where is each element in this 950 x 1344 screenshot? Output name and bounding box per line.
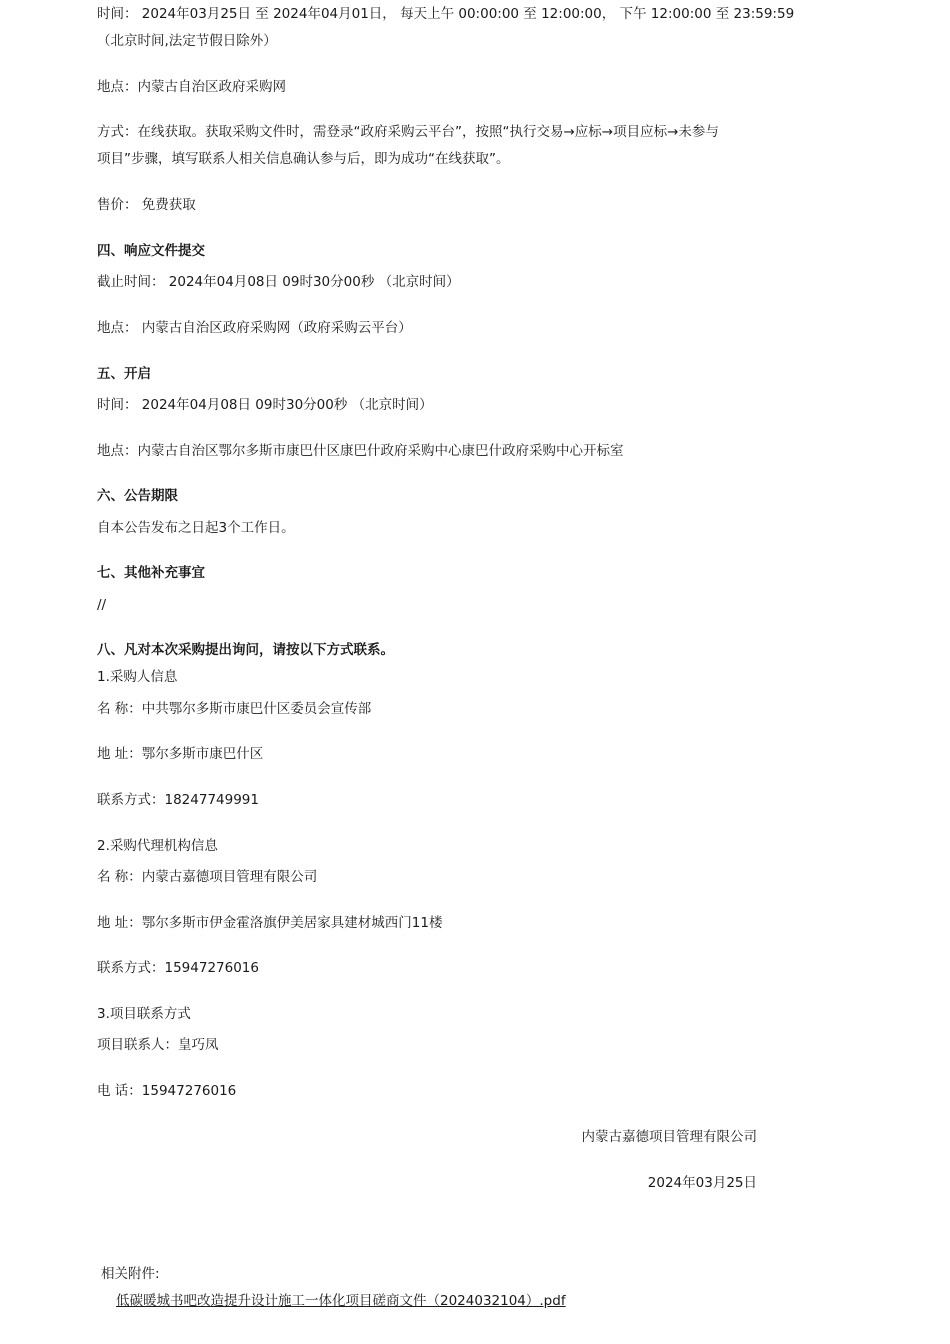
section7-heading: 七、其他补充事宜 bbox=[97, 565, 205, 581]
buyer-title: 1.采购人信息 bbox=[97, 669, 178, 685]
section8-heading: 八、凡对本次采购提出询问，请按以下方式联系。 bbox=[97, 642, 394, 658]
section4-place: 地点： 内蒙古自治区政府采购网（政府采购云平台） bbox=[97, 320, 412, 336]
buyer-contact: 联系方式：18247749991 bbox=[97, 792, 259, 808]
signature-company: 内蒙古嘉德项目管理有限公司 bbox=[581, 1129, 757, 1145]
section6-text: 自本公告发布之日起3个工作日。 bbox=[97, 520, 295, 536]
section4-heading: 四、响应文件提交 bbox=[97, 243, 205, 259]
acquire-price: 售价： 免费获取 bbox=[97, 197, 196, 213]
section5-place: 地点：内蒙古自治区鄂尔多斯市康巴什区康巴什政府采购中心康巴什政府采购中心开标室 bbox=[97, 443, 624, 459]
agent-title: 2.采购代理机构信息 bbox=[97, 838, 218, 854]
section4-deadline: 截止时间： 2024年04月08日 09时30分00秒 （北京时间） bbox=[97, 274, 460, 290]
section7-text: // bbox=[97, 597, 107, 613]
acquire-method-line1: 方式：在线获取。获取采购文件时，需登录“政府采购云平台”，按照“执行交易→应标→项目应标→未参与 bbox=[97, 124, 719, 140]
agent-address: 地 址：鄂尔多斯市伊金霍洛旗伊美居家具建材城西门11楼 bbox=[97, 915, 443, 931]
buyer-address: 地 址：鄂尔多斯市康巴什区 bbox=[97, 746, 264, 762]
attachments-label: 相关附件: bbox=[101, 1266, 160, 1282]
project-person: 项目联系人：皇巧凤 bbox=[97, 1037, 219, 1053]
acquire-time-line2: （北京时间,法定节假日除外） bbox=[97, 33, 277, 49]
section6-heading: 六、公告期限 bbox=[97, 488, 178, 504]
signature-date: 2024年03月25日 bbox=[647, 1175, 757, 1191]
section5-time: 时间： 2024年04月08日 09时30分00秒 （北京时间） bbox=[97, 397, 433, 413]
agent-name: 名 称：内蒙古嘉德项目管理有限公司 bbox=[97, 869, 318, 885]
section5-heading: 五、开启 bbox=[97, 366, 151, 382]
project-phone: 电 话：15947276016 bbox=[97, 1083, 237, 1099]
buyer-name: 名 称：中共鄂尔多斯市康巴什区委员会宣传部 bbox=[97, 701, 372, 717]
agent-contact: 联系方式：15947276016 bbox=[97, 960, 259, 976]
project-title: 3.项目联系方式 bbox=[97, 1006, 191, 1022]
acquire-method-line2: 项目”步骤，填写联系人相关信息确认参与后，即为成功“在线获取”。 bbox=[97, 151, 510, 167]
attachment-file-link[interactable]: 低碳暖城书吧改造提升设计施工一体化项目磋商文件（2024032104）.pdf bbox=[116, 1293, 566, 1309]
acquire-time-line1: 时间： 2024年03月25日 至 2024年04月01日， 每天上午 00:00:00 至 12:00:00， 下午 12:00:00 至 23:59:59 bbox=[97, 6, 795, 22]
acquire-place: 地点：内蒙古自治区政府采购网 bbox=[97, 79, 286, 95]
